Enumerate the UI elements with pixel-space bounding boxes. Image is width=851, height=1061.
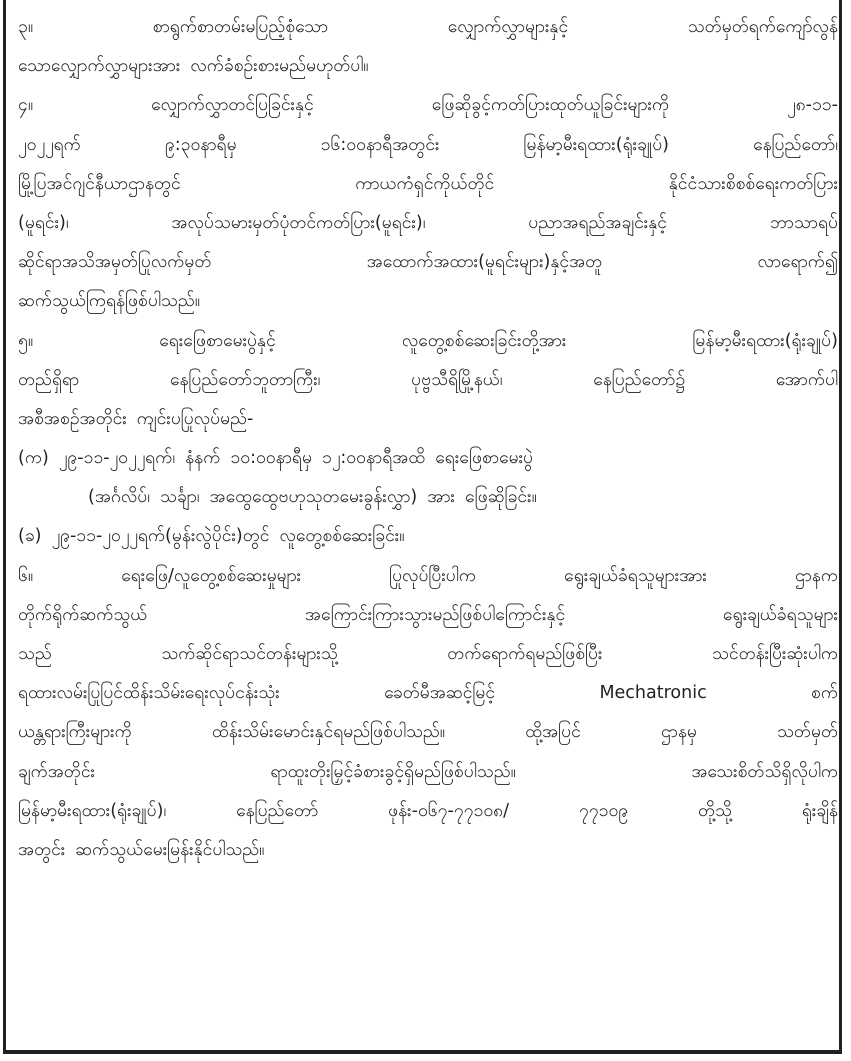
word: ၃။	[18, 17, 34, 37]
word: လျှောက်လွှာများနှင့်	[447, 17, 569, 37]
document-frame	[3, 0, 842, 1054]
text-line	[18, 753, 838, 792]
text-line	[18, 439, 838, 478]
word: တိုက်ရိုက်ဆက်သွယ်	[18, 604, 148, 625]
word: ၇၇၁၀၉	[578, 800, 629, 821]
word: ရေးဖြေ/လူတွေ့စစ်ဆေးမှုများ	[121, 565, 302, 586]
word: နိုင်ငံသားစိစစ်ရေးကတ်ပြား	[668, 173, 838, 194]
word: ၂၉-၁၁-၂၀၂၂ရက်(မွန်းလွဲပိုင်း)တွင်	[51, 526, 270, 547]
word: ဖုန်း-၀၆၇-၇၇၁၀၈/	[388, 800, 510, 821]
word: ရွေးချယ်ခံရသူများအား	[564, 565, 707, 586]
word: ၁၀:၀၀နာရီမှ	[230, 448, 312, 469]
word: (က)	[18, 448, 49, 469]
word: မြန်မာ့မီးရထား(ရုံးချုပ်)	[692, 330, 838, 351]
text-line	[18, 517, 838, 556]
word: မြန်မာ့မီးရထား(ရုံးချုပ်)	[523, 134, 670, 155]
text-line	[18, 400, 838, 439]
word: မြန်မာ့မီးရထား(ရုံးချုပ်)၊	[18, 800, 167, 821]
word: နေပြည်တော်၊	[753, 134, 838, 155]
document-body	[18, 8, 838, 870]
word: ဌာနက	[794, 565, 838, 586]
word: ကာယကံရှင်ကိုယ်တိုင်	[355, 173, 495, 194]
word: ၆။	[18, 565, 34, 586]
word: တို့သို့	[698, 800, 732, 821]
word: အစီအစဉ်အတိုင်း	[18, 408, 127, 429]
word: နံနက်	[185, 448, 221, 469]
text-line	[18, 282, 838, 321]
word: (မူရင်း)၊	[18, 212, 69, 233]
word: သတ်မှတ်ရက်ကျော်လွန်	[687, 17, 838, 37]
word: ၉:၃၀နာရီမှ	[164, 134, 237, 155]
text-line	[18, 557, 838, 596]
text-line	[18, 478, 838, 517]
word: ၁၂:၀၀နာရီအထိ	[321, 448, 426, 469]
text-line	[18, 8, 838, 47]
word: ၂၈-၁၁-	[787, 95, 838, 116]
word: (အင်္ဂလိပ်၊	[88, 487, 151, 508]
text-line	[18, 792, 838, 831]
word: သည်	[18, 644, 52, 664]
text-line	[18, 713, 838, 752]
text-line	[18, 674, 838, 713]
word: ၅။	[18, 330, 34, 351]
word: ပုဗ္ဗသီရိမြို့နယ်၊	[411, 369, 503, 390]
word: Mechatronic	[599, 683, 707, 704]
word: လူတွေ့စစ်ဆေးခြင်း။	[279, 526, 405, 547]
word: သင်တန်းပြီးဆုံးပါက	[711, 644, 838, 664]
word: ရွေးချယ်ခံရသူများ	[722, 604, 838, 625]
word: ၂၉-၁၁-၂၀၂၂ရက်၊	[58, 448, 176, 469]
text-line	[18, 361, 838, 400]
word: တက်ရောက်ရမည်ဖြစ်ပြီး	[447, 644, 603, 664]
word: ပြုလုပ်ပြီးပါက	[389, 565, 476, 586]
word: ဖြေဆိုခြင်း။	[464, 487, 537, 508]
text-line	[18, 831, 838, 870]
word: နေပြည်တော်၌	[593, 369, 686, 390]
word: လျှောက်လွှာတင်ပြခြင်းနှင့်	[151, 95, 314, 116]
word: ရေးဖြေစာမေးပွဲနှင့်	[159, 330, 276, 351]
word: သတ်မှတ်	[776, 722, 838, 743]
word: ၁၆:၀၀နာရီအတွင်း	[320, 134, 440, 155]
word: အထွေထွေဗဟုသုတမေးခွန်းလွှာ)	[209, 487, 418, 508]
word: လာရောက်၍	[757, 252, 838, 273]
word: ၄။	[18, 95, 34, 116]
word: အောက်ပါ	[775, 369, 838, 390]
text-line	[18, 635, 838, 674]
word: လက်ခံစဉ်းစားမည်မဟုတ်ပါ။	[190, 56, 369, 77]
text-line	[18, 204, 838, 243]
word: ရုံးချိန်	[801, 800, 838, 821]
text-line	[18, 47, 838, 86]
text-line	[18, 322, 838, 361]
word: ၂၀၂၂ရက်	[18, 134, 81, 155]
word: ခေတ်မီအဆင့်မြင့်	[384, 683, 496, 704]
word: ဖြေဆိုခွင့်ကတ်ပြားထုတ်ယူခြင်းများကို	[431, 95, 670, 116]
word: အား	[427, 487, 455, 508]
text-line	[18, 596, 838, 635]
word: ထိန်းသိမ်းမောင်းနှင်ရမည်ဖြစ်ပါသည်။	[211, 722, 446, 743]
word: ဆက်သွယ်မေးမြန်းနိုင်ပါသည်။	[75, 839, 265, 860]
word: ရထားလမ်းပြုပြင်ထိန်းသိမ်းရေးလုပ်ငန်းသုံး	[18, 683, 280, 704]
word: အထောက်အထား(မူရင်းများ)နှင့်အတူ	[366, 252, 603, 273]
word: သင်္ချာ၊	[160, 487, 200, 508]
word: ပညာအရည်အချင်းနှင့်	[528, 212, 667, 233]
text-line	[18, 165, 838, 204]
word: ဆက်သွယ်ကြရန်ဖြစ်ပါသည်။	[18, 291, 201, 312]
word: သောလျှောက်လွှာများအား	[18, 56, 181, 77]
word: ဘာသာရပ်	[769, 212, 838, 233]
word: ရေးဖြေစာမေးပွဲ	[435, 448, 534, 469]
word: လူတွေ့စစ်ဆေးခြင်းတို့အား	[401, 330, 567, 351]
word: စာရွက်စာတမ်းမပြည့်စုံသော	[152, 17, 329, 37]
word: အကြောင်းကြားသွားမည်ဖြစ်ပါကြောင်းနှင့်	[304, 604, 566, 625]
word: အလုပ်သမားမှတ်ပုံတင်ကတ်ပြား(မူရင်း)၊	[171, 212, 426, 233]
word: မြို့ပြအင်ဂျင်နီယာဌာနတွင်	[18, 173, 181, 194]
text-line	[18, 126, 838, 165]
word: ချက်အတိုင်း	[18, 761, 95, 782]
word: ယန္တရားကြီးများကို	[18, 722, 132, 743]
word: အတွင်း	[18, 839, 66, 860]
word: ရာထူးတိုးမြှင့်ခံစားခွင့်ရှိမည်ဖြစ်ပါသည်။	[270, 761, 516, 782]
word: စက်	[811, 683, 838, 704]
word: နေပြည်တော်ဘူတာကြီး၊	[169, 369, 321, 390]
word: နေပြည်တော်	[236, 800, 319, 821]
word: ကျင်းပပြုလုပ်မည်-	[136, 408, 254, 429]
text-line	[18, 243, 838, 282]
word: (ခ)	[18, 526, 42, 547]
word: တည်ရှိရာ	[18, 369, 80, 390]
word: ဌာနမှ	[660, 722, 697, 743]
word: ဆိုင်ရာအသိအမှတ်ပြုလက်မှတ်	[18, 252, 212, 273]
word: သက်ဆိုင်ရာသင်တန်းများသို့	[161, 644, 338, 664]
word: အသေးစိတ်သိရှိလိုပါက	[691, 761, 838, 782]
word: ထို့အပြင်	[525, 722, 581, 743]
text-line	[18, 86, 838, 125]
